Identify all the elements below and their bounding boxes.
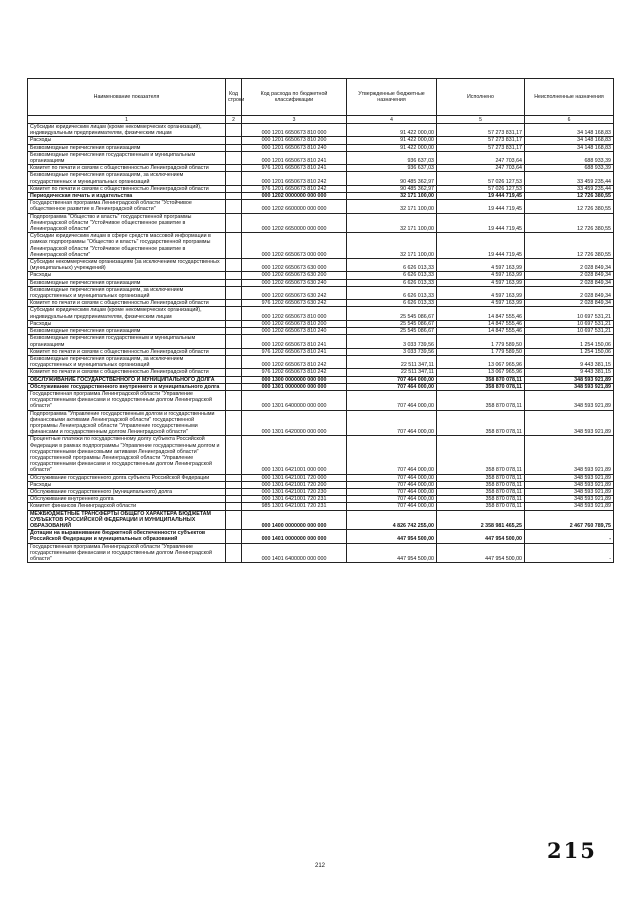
row-budget-code: 000 1201 6650673 810 240: [242, 144, 347, 151]
row-indicator-name: Безвозмездные перечисления организациям, за исключением государственных и муниципальных организаций: [28, 355, 226, 368]
column-number: 2: [226, 116, 242, 124]
row-indicator-name: Расходы: [28, 320, 226, 327]
row-budget-code: 000 1202 6650673 810 242: [242, 355, 347, 368]
row-unexecuted: 12 726 380,55: [525, 213, 614, 233]
row-executed: 358 870 078,11: [437, 496, 525, 503]
row-indicator-name: Безвозмездные перечисления государственным и муниципальным организациям: [28, 151, 226, 164]
row-indicator-name: Государственная программа Ленинградской области "Управление государственными финансами и государственным долгом Ленинградской области": [28, 543, 226, 563]
row-indicator-name: Комитет по печати и связям с общественностью Ленинградской области: [28, 185, 226, 192]
row-unexecuted: 348 593 921,89: [525, 383, 614, 390]
row-budget-code: 000 1301 6421001 720 000: [242, 474, 347, 481]
row-budget-code: 000 1400 0000000 000 000: [242, 510, 347, 530]
row-executed: 447 954 500,00: [437, 543, 525, 563]
row-code: [226, 307, 242, 320]
row-code: [226, 488, 242, 495]
table-row: [28, 510, 614, 530]
header-indicator-name: Наименование показателя: [28, 79, 226, 116]
budget-table: [27, 78, 614, 563]
row-budget-code: 000 1201 6650673 810 241: [242, 151, 347, 164]
page-number: 212: [314, 863, 325, 869]
row-unexecuted: 10 697 531,21: [525, 328, 614, 335]
row-indicator-name: Подпрограмма "Общество и власть" государственной программы Ленинградской области "Устойчивое общественное развитие в Ленинградской области": [28, 213, 226, 233]
row-approved: 707 464 000,00: [347, 383, 437, 390]
row-approved: 707 464 000,00: [347, 474, 437, 481]
row-indicator-name: Безвозмездные перечисления организациям, за исключением государственных и муниципальных организаций: [28, 172, 226, 185]
row-budget-code: 976 1201 6650673 810 242: [242, 185, 347, 192]
row-executed: 247 703,64: [437, 165, 525, 172]
table-row: [28, 272, 614, 279]
row-unexecuted: 688 933,39: [525, 151, 614, 164]
table-header-row: [28, 79, 614, 116]
row-unexecuted: 9 443 381,15: [525, 355, 614, 368]
row-executed: 358 870 078,11: [437, 436, 525, 474]
row-indicator-name: Обслуживание государственного внутреннего и муниципального долга: [28, 383, 226, 390]
row-approved: 6 626 013,33: [347, 259, 437, 272]
row-code: [226, 436, 242, 474]
row-code: [226, 272, 242, 279]
row-approved: 936 637,03: [347, 151, 437, 164]
row-code: [226, 286, 242, 299]
row-executed: 358 870 078,11: [437, 383, 525, 390]
table-row: [28, 172, 614, 185]
row-executed: 1 779 589,50: [437, 335, 525, 348]
row-code: [226, 213, 242, 233]
row-budget-code: 000 1301 6421001 720 200: [242, 481, 347, 488]
row-code: [226, 320, 242, 327]
row-budget-code: 000 1201 6650673 810 200: [242, 137, 347, 144]
row-unexecuted: 34 148 168,83: [525, 144, 614, 151]
table-row: [28, 200, 614, 213]
row-code: [226, 300, 242, 307]
table-row: [28, 151, 614, 164]
header-unexecuted: Неисполненные назначения: [525, 79, 614, 116]
row-unexecuted: -: [525, 530, 614, 543]
table-row: [28, 233, 614, 259]
row-unexecuted: 10 697 531,21: [525, 320, 614, 327]
table-row: [28, 286, 614, 299]
row-approved: 90 485 362,97: [347, 172, 437, 185]
column-number: 4: [347, 116, 437, 124]
table-row: [28, 328, 614, 335]
row-executed: 14 847 555,46: [437, 307, 525, 320]
row-budget-code: 976 1202 6650673 630 242: [242, 300, 347, 307]
table-row: [28, 185, 614, 192]
row-budget-code: 000 1202 6650673 630 000: [242, 259, 347, 272]
row-approved: 32 171 100,00: [347, 200, 437, 213]
header-executed: Исполнено: [437, 79, 525, 116]
row-executed: 57 026 127,53: [437, 172, 525, 185]
row-executed: 14 847 555,46: [437, 320, 525, 327]
column-number: 6: [525, 116, 614, 124]
row-indicator-name: МЕЖБЮДЖЕТНЫЕ ТРАНСФЕРТЫ ОБЩЕГО ХАРАКТЕРА БЮДЖЕТАМ СУБЪЕКТОВ РОССИЙСКОЙ ФЕДЕРАЦИИ И МУНИЦИПАЛЬНЫХ ОБРАЗОВАНИЙ: [28, 510, 226, 530]
row-code: [226, 481, 242, 488]
row-budget-code: 000 1202 6650000 000 000: [242, 213, 347, 233]
table-row: [28, 503, 614, 510]
table-row: [28, 137, 614, 144]
row-executed: 14 847 555,46: [437, 328, 525, 335]
row-unexecuted: 2 028 849,34: [525, 259, 614, 272]
row-indicator-name: Комитет по печати и связям с общественностью Ленинградской области: [28, 165, 226, 172]
row-budget-code: 976 1202 6650673 810 242: [242, 369, 347, 376]
row-executed: 4 597 163,99: [437, 272, 525, 279]
row-indicator-name: Обслуживание внутреннего долга: [28, 496, 226, 503]
row-unexecuted: -: [525, 543, 614, 563]
table-row: [28, 259, 614, 272]
table-body: [28, 124, 614, 563]
row-budget-code: 000 1401 0000000 000 000: [242, 530, 347, 543]
row-budget-code: 000 1301 6421001 000 000: [242, 436, 347, 474]
row-approved: 707 464 000,00: [347, 503, 437, 510]
row-budget-code: 000 1202 6650673 000 000: [242, 233, 347, 259]
row-executed: 358 870 078,11: [437, 390, 525, 410]
table-row: [28, 496, 614, 503]
row-executed: 358 870 078,11: [437, 474, 525, 481]
row-code: [226, 279, 242, 286]
row-code: [226, 410, 242, 436]
row-budget-code: 000 1301 0000000 000 000: [242, 383, 347, 390]
row-executed: 2 358 981 465,25: [437, 510, 525, 530]
row-budget-code: 985 1301 6421001 720 231: [242, 503, 347, 510]
row-budget-code: 000 1301 6420000 000 000: [242, 410, 347, 436]
row-approved: 32 171 100,00: [347, 213, 437, 233]
row-unexecuted: 2 467 760 789,75: [525, 510, 614, 530]
row-approved: 90 485 362,97: [347, 185, 437, 192]
row-code: [226, 193, 242, 200]
row-executed: 358 870 078,11: [437, 481, 525, 488]
row-budget-code: 000 1202 6650673 810 240: [242, 328, 347, 335]
table-row: [28, 355, 614, 368]
row-approved: 707 464 000,00: [347, 496, 437, 503]
row-approved: 32 171 100,00: [347, 233, 437, 259]
row-indicator-name: Безвозмездные перечисления организациям, за исключением государственных и муниципальных организаций: [28, 286, 226, 299]
row-approved: 707 464 000,00: [347, 390, 437, 410]
row-code: [226, 137, 242, 144]
row-approved: 936 637,03: [347, 165, 437, 172]
row-approved: 91 422 000,00: [347, 124, 437, 137]
row-unexecuted: 2 028 849,34: [525, 286, 614, 299]
row-indicator-name: ОБСЛУЖИВАНИЕ ГОСУДАРСТВЕННОГО И МУНИЦИПАЛЬНОГО ДОЛГА: [28, 376, 226, 383]
row-executed: 19 444 719,45: [437, 193, 525, 200]
row-unexecuted: 34 148 168,83: [525, 137, 614, 144]
row-budget-code: 000 1202 0000000 000 000: [242, 193, 347, 200]
row-approved: 707 464 000,00: [347, 376, 437, 383]
table-row: [28, 165, 614, 172]
row-indicator-name: Субсидии юридическим лицам (кроме некоммерческих организаций), индивидуальным предпринимателям, физическим лицам: [28, 307, 226, 320]
row-approved: 447 954 500,00: [347, 543, 437, 563]
row-indicator-name: Дотации на выравнивание бюджетной обеспеченности субъектов Российской Федерации и муниципальных образований: [28, 530, 226, 543]
row-executed: 57 273 831,17: [437, 137, 525, 144]
table-row: [28, 530, 614, 543]
row-budget-code: 000 1202 6600000 000 000: [242, 200, 347, 213]
row-approved: 3 033 739,56: [347, 335, 437, 348]
row-indicator-name: Расходы: [28, 272, 226, 279]
row-executed: 247 703,64: [437, 151, 525, 164]
row-code: [226, 328, 242, 335]
row-approved: 25 545 086,67: [347, 328, 437, 335]
row-executed: 447 954 500,00: [437, 530, 525, 543]
table-row: [28, 369, 614, 376]
row-indicator-name: Субсидии юридическим лицам (кроме некоммерческих организаций), индивидуальным предпринимателям, физическим лицам: [28, 124, 226, 137]
row-code: [226, 376, 242, 383]
header-approved: Утвержденные бюджетные назначения: [347, 79, 437, 116]
row-executed: 19 444 719,45: [437, 233, 525, 259]
row-unexecuted: 1 254 150,06: [525, 335, 614, 348]
row-code: [226, 144, 242, 151]
table-row: [28, 193, 614, 200]
row-executed: 13 067 965,96: [437, 355, 525, 368]
handwritten-sheet-number: 215: [547, 838, 597, 863]
row-approved: 25 545 086,67: [347, 320, 437, 327]
row-code: [226, 185, 242, 192]
table-row: [28, 348, 614, 355]
header-budget-code: Код расхода по бюджетной классификации: [242, 79, 347, 116]
row-indicator-name: Комитет по печати и связям с общественностью Ленинградской области: [28, 348, 226, 355]
table-row: [28, 335, 614, 348]
row-code: [226, 200, 242, 213]
table-row: [28, 279, 614, 286]
table-row: [28, 474, 614, 481]
row-budget-code: 000 1202 6650673 810 200: [242, 320, 347, 327]
row-approved: 4 826 742 255,00: [347, 510, 437, 530]
row-code: [226, 124, 242, 137]
row-executed: 4 597 163,99: [437, 286, 525, 299]
row-executed: 1 779 589,50: [437, 348, 525, 355]
header-row-code: Код строки: [226, 79, 242, 116]
column-number: 5: [437, 116, 525, 124]
row-code: [226, 259, 242, 272]
row-executed: 57 026 127,53: [437, 185, 525, 192]
row-unexecuted: 348 593 921,89: [525, 376, 614, 383]
row-indicator-name: Комитет по печати и связям с общественностью Ленинградской области: [28, 369, 226, 376]
row-approved: 707 464 000,00: [347, 488, 437, 495]
row-approved: 6 626 013,33: [347, 272, 437, 279]
table-row: [28, 390, 614, 410]
row-code: [226, 503, 242, 510]
row-approved: 32 171 100,00: [347, 193, 437, 200]
row-code: [226, 474, 242, 481]
row-unexecuted: 348 593 921,89: [525, 488, 614, 495]
row-budget-code: 000 1301 6421001 720 230: [242, 488, 347, 495]
row-executed: 358 870 078,11: [437, 376, 525, 383]
row-budget-code: 000 1300 0000000 000 000: [242, 376, 347, 383]
row-approved: 22 511 347,11: [347, 369, 437, 376]
row-unexecuted: 2 028 849,34: [525, 279, 614, 286]
row-indicator-name: Расходы: [28, 137, 226, 144]
row-approved: 6 626 013,33: [347, 279, 437, 286]
row-executed: 19 444 719,45: [437, 200, 525, 213]
column-number-row: [28, 116, 614, 124]
row-approved: 91 422 000,00: [347, 144, 437, 151]
table-row: [28, 213, 614, 233]
row-executed: 57 273 831,17: [437, 124, 525, 137]
row-executed: 13 067 965,96: [437, 369, 525, 376]
row-indicator-name: Обслуживание государственного (муниципального) долга: [28, 488, 226, 495]
row-code: [226, 335, 242, 348]
row-indicator-name: Подпрограмма "Управление государственным долгом и государственными финансовыми активами Ленинградской области" государственной программы Ленинградской области "Управление государственными финансами и государственным долгом Ленинградской области": [28, 410, 226, 436]
row-indicator-name: Субсидии некоммерческим организациям (за исключением государственных (муниципальных) учреждений): [28, 259, 226, 272]
row-executed: 358 870 078,11: [437, 503, 525, 510]
row-unexecuted: 348 593 921,89: [525, 496, 614, 503]
table-row: [28, 410, 614, 436]
table-row: [28, 436, 614, 474]
row-executed: 358 870 078,11: [437, 488, 525, 495]
row-indicator-name: Процентные платежи по государственному долгу субъекта Российской Федерации в рамках подпрограммы "Управление государственным долгом и государственными финансовыми активами Ленинградской области" государственной программы Ленинградской области "Управление государственными финансами и государственным долгом Ленинградской области": [28, 436, 226, 474]
row-unexecuted: 2 028 849,34: [525, 300, 614, 307]
row-budget-code: 000 1202 6650673 630 200: [242, 272, 347, 279]
row-indicator-name: Расходы: [28, 481, 226, 488]
row-unexecuted: 33 459 235,44: [525, 172, 614, 185]
row-executed: 4 597 163,99: [437, 300, 525, 307]
row-unexecuted: 348 593 921,89: [525, 410, 614, 436]
row-budget-code: 000 1401 6400000 000 000: [242, 543, 347, 563]
row-unexecuted: 34 148 168,83: [525, 124, 614, 137]
row-budget-code: 000 1202 6650673 810 241: [242, 335, 347, 348]
row-unexecuted: 33 459 235,44: [525, 185, 614, 192]
row-budget-code: 000 1202 6650673 630 240: [242, 279, 347, 286]
row-budget-code: 000 1202 6650673 810 000: [242, 307, 347, 320]
table-row: [28, 124, 614, 137]
row-code: [226, 383, 242, 390]
row-approved: 447 954 500,00: [347, 530, 437, 543]
row-executed: 19 444 719,45: [437, 213, 525, 233]
table-row: [28, 300, 614, 307]
column-number: 1: [28, 116, 226, 124]
row-approved: 707 464 000,00: [347, 481, 437, 488]
row-indicator-name: Комитет по печати и связям с общественностью Ленинградской области: [28, 300, 226, 307]
row-approved: 6 626 013,33: [347, 300, 437, 307]
row-code: [226, 348, 242, 355]
table-row: [28, 488, 614, 495]
row-executed: 4 597 163,99: [437, 259, 525, 272]
table-row: [28, 543, 614, 563]
row-budget-code: 976 1202 6650673 810 241: [242, 348, 347, 355]
column-number: 3: [242, 116, 347, 124]
row-budget-code: 000 1201 6650673 810 242: [242, 172, 347, 185]
row-unexecuted: 12 726 380,55: [525, 193, 614, 200]
table-row: [28, 144, 614, 151]
table-row: [28, 481, 614, 488]
row-budget-code: 000 1301 6400000 000 000: [242, 390, 347, 410]
table-row: [28, 383, 614, 390]
row-indicator-name: Безвозмездные перечисления государственным и муниципальным организациям: [28, 335, 226, 348]
row-unexecuted: 348 593 921,89: [525, 481, 614, 488]
row-unexecuted: 9 443 381,15: [525, 369, 614, 376]
row-budget-code: 000 1202 6650673 630 242: [242, 286, 347, 299]
row-unexecuted: 348 593 921,89: [525, 390, 614, 410]
row-executed: 358 870 078,11: [437, 410, 525, 436]
row-budget-code: 000 1301 6421001 720 231: [242, 496, 347, 503]
table-row: [28, 307, 614, 320]
row-code: [226, 510, 242, 530]
row-indicator-name: Субсидии юридическим лицам в сфере средств массовой информации в рамках подпрограммы "Общество и власть" государственной программы Ленинградской области "Устойчивое общественное развитие в Ленинградской области": [28, 233, 226, 259]
row-indicator-name: Комитет финансов Ленинградской области: [28, 503, 226, 510]
row-code: [226, 543, 242, 563]
row-code: [226, 172, 242, 185]
row-indicator-name: Безвозмездные перечисления организациям: [28, 279, 226, 286]
row-approved: 25 545 086,67: [347, 307, 437, 320]
row-unexecuted: 348 593 921,89: [525, 474, 614, 481]
row-indicator-name: Обслуживание государственного долга субъекта Российской Федерации: [28, 474, 226, 481]
row-executed: 4 597 163,99: [437, 279, 525, 286]
row-indicator-name: Безвозмездные перечисления организациям: [28, 144, 226, 151]
row-approved: 22 511 347,11: [347, 355, 437, 368]
row-approved: 91 422 000,00: [347, 137, 437, 144]
row-budget-code: 000 1201 6650673 810 000: [242, 124, 347, 137]
row-indicator-name: Государственная программа Ленинградской области "Управление государственными финансами и государственным долгом Ленинградской области": [28, 390, 226, 410]
row-unexecuted: 1 254 150,06: [525, 348, 614, 355]
row-indicator-name: Государственная программа Ленинградской области "Устойчивое общественное развитие в Ленинградской области": [28, 200, 226, 213]
row-executed: 57 273 831,17: [437, 144, 525, 151]
row-code: [226, 165, 242, 172]
row-indicator-name: Периодическая печать и издательства: [28, 193, 226, 200]
row-code: [226, 233, 242, 259]
row-approved: 707 464 000,00: [347, 436, 437, 474]
row-code: [226, 369, 242, 376]
row-code: [226, 530, 242, 543]
row-code: [226, 355, 242, 368]
row-approved: 6 626 013,33: [347, 286, 437, 299]
row-approved: 3 033 739,56: [347, 348, 437, 355]
row-unexecuted: 2 028 849,34: [525, 272, 614, 279]
row-indicator-name: Безвозмездные перечисления организациям: [28, 328, 226, 335]
table-row: [28, 320, 614, 327]
row-unexecuted: 688 933,39: [525, 165, 614, 172]
row-unexecuted: 12 726 380,55: [525, 233, 614, 259]
row-unexecuted: 348 593 921,89: [525, 436, 614, 474]
row-code: [226, 151, 242, 164]
row-approved: 707 464 000,00: [347, 410, 437, 436]
row-unexecuted: 348 593 921,89: [525, 503, 614, 510]
row-unexecuted: 10 697 531,21: [525, 307, 614, 320]
row-code: [226, 390, 242, 410]
row-code: [226, 496, 242, 503]
row-budget-code: 976 1201 6650673 810 241: [242, 165, 347, 172]
table-row: [28, 376, 614, 383]
row-unexecuted: 12 726 380,55: [525, 200, 614, 213]
